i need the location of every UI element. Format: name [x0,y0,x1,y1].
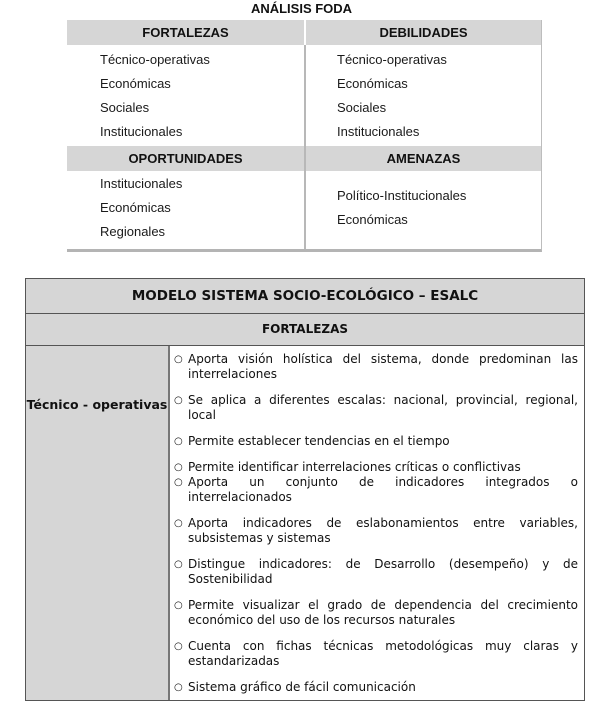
esalc-title: MODELO SISTEMA SOCIO-ECOLÓGICO – ESALC [26,279,584,314]
oportunidades-header: OPORTUNIDADES [67,146,304,171]
amenazas-list [337,184,466,232]
list-item: Institucionales [337,124,420,139]
foda-title: ANÁLISIS FODA [250,1,353,16]
esalc-table [25,278,585,701]
list-item: Sociales [100,100,150,115]
circle-bullet-icon: ○ [174,559,183,570]
category-cell [26,346,170,700]
circle-bullet-icon: ○ [174,395,183,406]
list-item: ○ Distingue indicadores: de Desarrollo (desempeño) y de Sostenibilidad [174,557,578,586]
list-item: Sociales [337,100,387,115]
list-item: ○ Cuenta con fichas técnicas metodológicas muy claras y estandarizadas [174,639,578,668]
list-item: Técnico-operativas [100,52,210,67]
circle-bullet-icon: ○ [174,436,183,447]
fortalezas-header: FORTALEZAS [67,20,304,45]
circle-bullet-icon: ○ [174,518,183,529]
list-item: ○ Permite visualizar el grado de dependencia del crecimiento económico del uso de los recursos naturales [174,598,578,627]
category-label: Técnico - operativas [26,397,168,412]
circle-bullet-icon: ○ [174,641,183,652]
foda-table [67,20,542,252]
circle-bullet-icon: ○ [174,682,183,693]
list-item: ○ Sistema gráfico de fácil comunicación [174,680,416,694]
circle-bullet-icon: ○ [174,462,183,473]
list-item: ○ Se aplica a diferentes escalas: nacional, provincial, regional, local [174,393,578,422]
list-item: ○ Permite establecer tendencias en el tiempo [174,434,450,448]
strengths-list [174,352,578,695]
list-item: Económicas [337,76,408,91]
oportunidades-list [100,172,182,244]
list-item: ○ Aporta indicadores de eslabonamientos entre variables, subsistemas y sistemas [174,516,578,545]
list-item: Regionales [100,224,166,239]
esalc-subtitle: FORTALEZAS [26,314,584,346]
list-item: Institucionales [100,124,183,139]
list-item: Económicas [337,212,408,227]
list-item: ○ Aporta visión holística del sistema, donde predominan las interrelaciones [174,352,578,381]
circle-bullet-icon: ○ [174,354,183,365]
circle-bullet-icon: ○ [174,600,183,611]
amenazas-header: AMENAZAS [306,146,541,171]
column-divider [304,45,306,249]
list-item: Económicas [100,76,171,91]
debilidades-list [337,48,447,144]
debilidades-header: DEBILIDADES [306,20,541,45]
list-item: ○ Aporta un conjunto de indicadores integrados o interrelacionados [174,475,578,504]
list-item: ○ Permite identificar interrelaciones críticas o conflictivas [174,460,521,474]
list-item: Técnico-operativas [337,52,447,67]
fortalezas-list [100,48,210,144]
list-item: Institucionales [100,176,183,191]
list-item: Político-Institucionales [337,188,467,203]
list-item: Económicas [100,200,171,215]
circle-bullet-icon: ○ [174,477,183,488]
